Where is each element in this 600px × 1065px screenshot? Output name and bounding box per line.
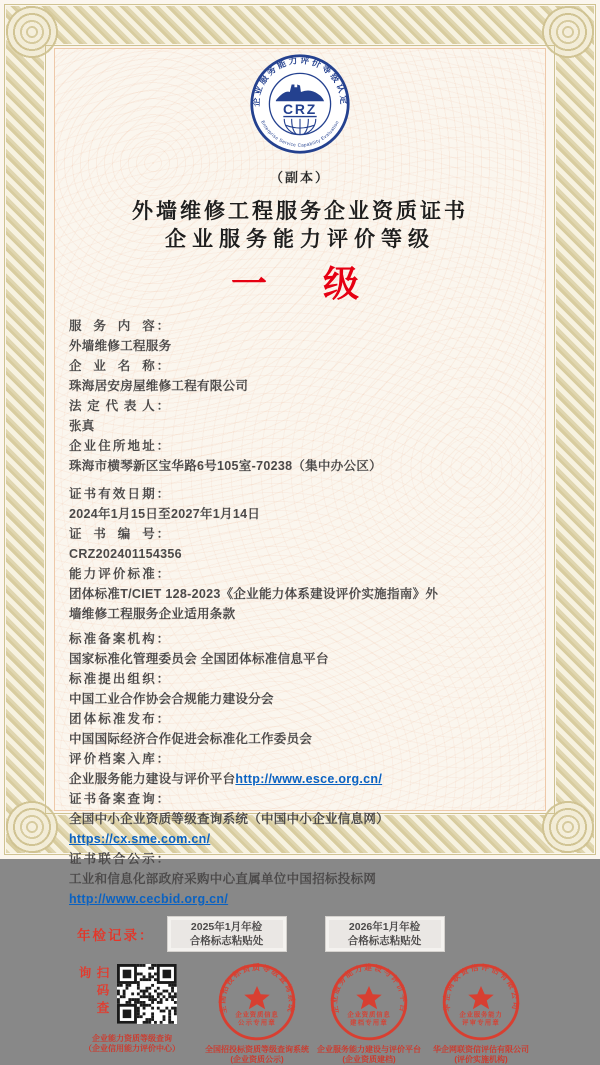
copy-label: （副本）: [269, 170, 330, 185]
annual-check-label: 年检记录：: [77, 928, 155, 943]
svg-text:全国招投标资质等级查询系统: 全国招投标资质等级查询系统: [217, 963, 297, 1015]
fields-list: [69, 316, 537, 909]
field-value: 中国工业合作协会合规能力建设分会: [69, 692, 274, 706]
border-corner-rosette: [541, 800, 595, 854]
field-label: 服务内容: [69, 319, 155, 333]
field-label: 评价档案入库: [69, 752, 155, 766]
svg-text:企业服务能力: 企业服务能力: [459, 1011, 503, 1019]
certificate-title-line1: 外墙维修工程服务企业资质证书: [132, 200, 468, 223]
annual-check-section: [63, 916, 537, 952]
svg-text:公示专用章: 公示专用章: [238, 1019, 276, 1027]
field-row-cert-number: 证书编号 ：CRZ202401154356: [69, 524, 537, 564]
field-value: 中国国际经济合作促进会标准化工作委员会: [69, 732, 313, 746]
svg-text:华企网联资信评估有限公司: 华企网联资信评估有限公司: [441, 962, 521, 1013]
certificate-title-line2: 企业服务能力评价等级: [165, 228, 435, 251]
bottom-section: [63, 962, 537, 1065]
logo-bottom-arc-text: Enterprise Service Capability Evaluation: [260, 119, 340, 148]
field-row-legal-rep: 法定代表人 ：张真: [69, 396, 537, 436]
field-row-address: 企业住所地址 ：珠海市横琴新区宝华路6号105室-70238（集中办公区）: [69, 436, 537, 476]
red-seal-icon: [217, 962, 297, 1042]
field-row-proposing-org: 标准提出组织 ：中国工业合作协会合规能力建设分会: [69, 669, 537, 709]
field-row-company-name: 企业名称 ：珠海居安房屋维修工程有限公司: [69, 356, 537, 396]
field-label: 标准提出组织: [69, 672, 155, 686]
annual-check-box-2025: 2025年1月年检 合格标志粘贴处: [167, 916, 287, 952]
field-value: 珠海市横琴新区宝华路6号105室-70238（集中办公区）: [69, 459, 382, 473]
field-value: 外墙维修工程服务: [69, 339, 172, 353]
field-label: 证书联合公示: [69, 852, 155, 866]
archive-platform-link[interactable]: http://www.esce.org.cn/: [235, 772, 383, 786]
crz-logo-icon: [249, 53, 351, 155]
field-value: 工业和信息化部政府采购中心直属单位中国招标投标网: [69, 872, 377, 886]
field-row-service-content: 服务内容 ：外墙维修工程服务: [69, 316, 537, 356]
record-query-link[interactable]: https://cx.sme.com.cn/: [69, 832, 211, 846]
field-label: 标准备案机构: [69, 632, 155, 646]
seal-caption: 企业服务能力建设与评价平台 (企业资质建档): [317, 1045, 421, 1064]
field-row-eval-standard: 能力评价标准 ：团体标准T/CIET 128-2023《企业能力体系建设评价实施指南》外墙维修工程服务企业适用条款: [69, 564, 537, 624]
joint-publicity-link[interactable]: http://www.cecbid.org.cn/: [69, 892, 229, 906]
field-row-valid-date: 证书有效日期 ：2024年1月15日至2027年1月14日: [69, 484, 537, 524]
field-value: 团体标准T/CIET 128-2023《企业能力体系建设评价实施指南》外墙维修工程服务企业适用条款: [69, 587, 439, 621]
field-label: 证书编号: [69, 527, 155, 541]
field-value: 2024年1月15日至2027年1月14日: [69, 507, 261, 521]
field-label: 能力评价标准: [69, 567, 155, 581]
qr-code: [117, 964, 177, 1024]
qr-caption: 企业能力资质等级查询 （企业信用能力评价中心）: [84, 1034, 180, 1053]
field-value: 珠海居安房屋维修工程有限公司: [69, 379, 249, 393]
field-value: 企业服务能力建设与评价平台: [69, 772, 236, 786]
seal-block-1: [201, 962, 313, 1065]
field-value: 全国中小企业资质等级查询系统（中国中小企业信息网）: [69, 812, 390, 826]
border-corner-rosette: [5, 5, 59, 59]
field-label: 团体标准发布: [69, 712, 155, 726]
field-label: 企业住所地址: [69, 439, 155, 453]
red-seal-icon: [329, 962, 409, 1042]
field-row-archive: 评价档案入库 ：企业服务能力建设与评价平台http://www.esce.org.cn/: [69, 749, 537, 789]
scan-query-label: 扫码查询: [77, 966, 109, 1019]
red-seal-icon: [441, 962, 521, 1042]
svg-text:企业资质信息: 企业资质信息: [347, 1011, 391, 1019]
svg-text:企业资质信息: 企业资质信息: [235, 1011, 279, 1019]
svg-text:评审专用章: 评审专用章: [462, 1019, 500, 1027]
svg-text:企业服务能力建设与评价平台: 企业服务能力建设与评价平台: [329, 963, 409, 1015]
field-label: 证书备案查询: [69, 792, 155, 806]
field-label: 企业名称: [69, 359, 155, 373]
grade-level: 一 级: [230, 263, 369, 304]
border-corner-rosette: [541, 5, 595, 59]
field-row-joint-publicity: 证书联合公示 ： 工业和信息化部政府采购中心直属单位中国招标投标网 http://www.cecbid.org.cn/: [69, 849, 537, 909]
field-value: 国家标准化管理委员会 全国团体标准信息平台: [69, 652, 329, 666]
seal-block-3: [425, 962, 537, 1065]
field-value: 张真: [69, 419, 95, 433]
field-value: CRZ202401154356: [69, 547, 182, 561]
field-row-standard-publisher: 团体标准发布 ：中国国际经济合作促进会标准化工作委员会: [69, 709, 537, 749]
field-row-record-query: 证书备案查询 ： 全国中小企业资质等级查询系统（中国中小企业信息网） https://cx.sme.com.cn/: [69, 789, 537, 849]
svg-text:建档专用章: 建档专用章: [350, 1019, 388, 1027]
logo-top-arc-text: 企业服务能力评价等级认定: [250, 54, 350, 107]
field-label: 证书有效日期: [69, 487, 155, 501]
annual-check-box-2026: 2026年1月年检 合格标志粘贴处: [325, 916, 445, 952]
border-corner-rosette: [5, 800, 59, 854]
logo-crz-text: CRZ: [282, 101, 318, 118]
field-label: 法定代表人: [69, 399, 155, 413]
seal-caption: 全国招投标资质等级查询系统 (企业资质公示): [205, 1045, 309, 1064]
crz-logo: [249, 53, 351, 155]
certificate-body: [54, 48, 546, 1064]
seal-caption: 华企网联资信评估有限公司 (评价实施机构): [433, 1045, 529, 1064]
qr-block: [63, 962, 201, 1065]
seal-block-2: [313, 962, 425, 1065]
field-row-filing-org: 标准备案机构 ：国家标准化管理委员会 全国团体标准信息平台: [69, 629, 537, 669]
